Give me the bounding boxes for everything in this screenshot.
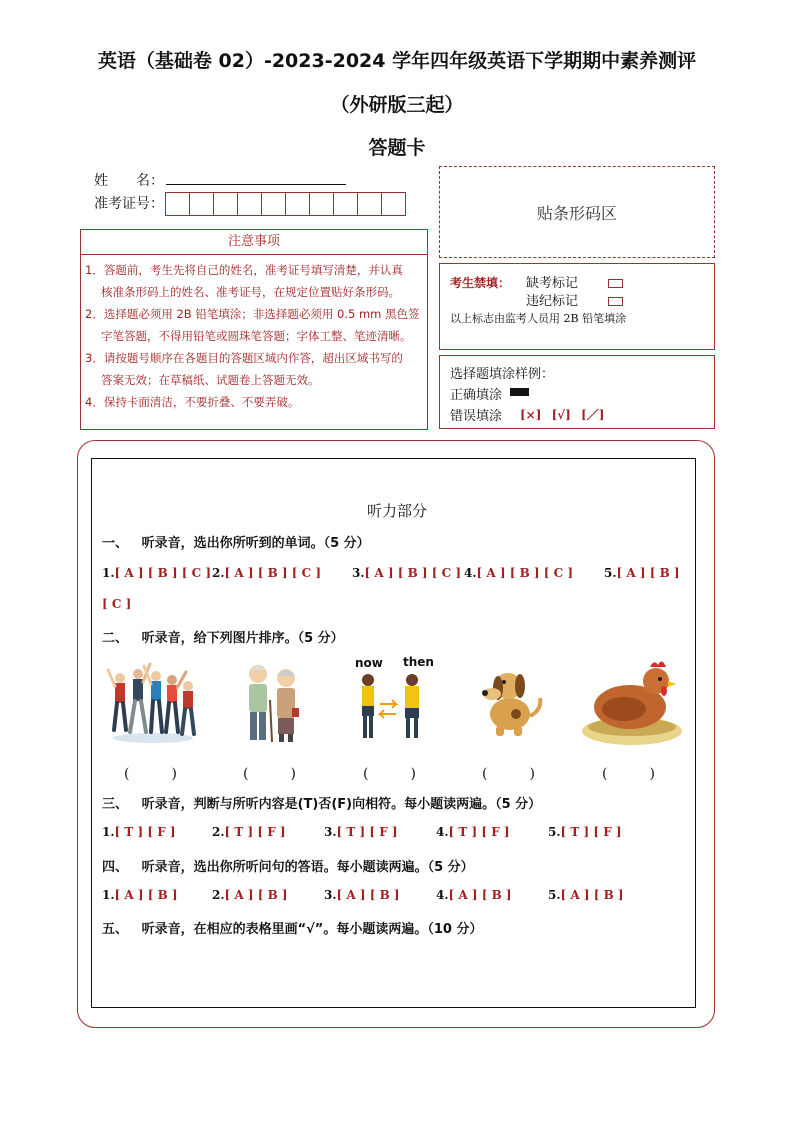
exam-id-label: 准考证号： <box>94 196 164 212</box>
s3-q5[interactable]: 5.[ T ] [ F ] <box>548 825 622 839</box>
now-then-image <box>356 672 426 742</box>
s4-q2[interactable]: 2.[ A ] [ B ] <box>212 888 288 902</box>
exam-id-cell[interactable] <box>381 192 406 216</box>
notice-item: 4．保持卡面清洁，不要折叠、不要弄破。 <box>85 395 300 409</box>
notice-item: 3．请按题号顺序在各题目的答题区域内作答，超出区域书写的 答案无效；在草稿纸、试题卷上答题无效。 <box>85 351 403 387</box>
missing-exam-label: 缺考标记 <box>526 276 579 291</box>
dancing-people-image <box>106 660 200 744</box>
page-subtitle-edition: （外研版三起） <box>330 94 464 116</box>
listening-title: 听力部分 <box>366 502 427 520</box>
exam-id-cells[interactable] <box>166 192 406 216</box>
notice-title: 注意事项 <box>81 230 427 255</box>
exam-id-cell[interactable] <box>189 192 214 216</box>
correct-fill-label: 正确填涂 <box>450 388 503 403</box>
notice-item: 1．答题前，考生先将自己的姓名，准考证号填写清楚，并认真 核准条形码上的姓名、准考证号，在规定位置贴好条形码。 <box>85 263 403 299</box>
s1-q5-option-c[interactable]: [ C ] <box>102 597 132 611</box>
notice-item: 2．选择题必须用 2B 铅笔填涂；非选择题必须用 0.5 mm 黑色签 字笔答题，不得用铅笔或圆珠笔答题；字体工整、笔迹清晰。 <box>85 307 420 343</box>
s3-q2[interactable]: 2.[ T ] [ F ] <box>212 825 286 839</box>
s1-q1[interactable]: 1.[ A ] [ B ] [ C ] <box>102 566 212 580</box>
s1-q2[interactable]: 2.[ A ] [ B ] [ C ] <box>212 566 322 580</box>
barcode-area-label: 贴条形码区 <box>536 203 617 223</box>
s4-q4[interactable]: 4.[ A ] [ B ] <box>436 888 512 902</box>
exam-id-cell[interactable] <box>237 192 262 216</box>
prohibited-note: 以上标志由监考人员用 2B 铅笔填涂 <box>450 312 627 325</box>
wrong-mark-x: [×] <box>520 408 542 422</box>
exam-id-cell[interactable] <box>333 192 358 216</box>
section-2-heading: 二、 听录音，给下列图片排序。（5 分） <box>102 631 344 646</box>
wrong-fill-label: 错误填涂 <box>450 409 503 424</box>
fill-sample-box <box>439 355 715 429</box>
wrong-mark-check: [√] <box>551 408 571 422</box>
exam-id-cell[interactable] <box>213 192 238 216</box>
barcode-area <box>439 166 715 258</box>
violation-mark[interactable] <box>608 291 623 310</box>
dog-image <box>474 664 546 740</box>
exam-id-cell[interactable] <box>309 192 334 216</box>
violation-label: 违纪标记 <box>526 294 579 309</box>
prohibited-label: 考生禁填： <box>450 276 511 290</box>
order-blank-5[interactable]: ( ) <box>602 766 655 782</box>
section-5-heading: 五、 听录音，在相应的表格里画“√”。每小题读两遍。（10 分） <box>102 922 483 937</box>
s1-q3[interactable]: 3.[ A ] [ B ] [ C ] <box>352 566 462 580</box>
correct-fill-sample <box>510 388 529 396</box>
s1-q4[interactable]: 4.[ A ] [ B ] [ C ] <box>464 566 574 580</box>
order-blank-4[interactable]: ( ) <box>482 766 535 782</box>
s4-q3[interactable]: 3.[ A ] [ B ] <box>324 888 400 902</box>
answer-sheet-title: 答题卡 <box>368 137 426 159</box>
name-field[interactable] <box>166 184 346 185</box>
hen-image <box>580 655 684 747</box>
s1-q5[interactable]: 5.[ A ] [ B ] <box>604 566 680 580</box>
then-label: then <box>403 655 434 669</box>
section-4-heading: 四、 听录音，选出你所听问句的答语。每小题读两遍。（5 分） <box>102 860 474 875</box>
name-label: 姓 名： <box>94 173 164 189</box>
s3-q4[interactable]: 4.[ T ] [ F ] <box>436 825 510 839</box>
section-1-heading: 一、 听录音，选出你所听到的单词。（5 分） <box>102 536 370 551</box>
section-3-heading: 三、 听录音，判断与所听内容是(T)否(F)向相符。每小题读两遍。（5 分） <box>102 797 542 812</box>
order-blank-2[interactable]: ( ) <box>243 766 296 782</box>
exam-id-cell[interactable] <box>261 192 286 216</box>
exam-id-cell[interactable] <box>285 192 310 216</box>
elderly-couple-image <box>240 660 304 746</box>
examinee-prohibited-box <box>439 263 715 350</box>
fill-sample-title: 选择题填涂样例： <box>450 367 555 382</box>
order-blank-1[interactable]: ( ) <box>124 766 177 782</box>
exam-id-cell[interactable] <box>165 192 190 216</box>
page-title: 英语（基础卷 02）-2023-2024 学年四年级英语下学期期中素养测评 <box>97 50 697 72</box>
s3-q1[interactable]: 1.[ T ] [ F ] <box>102 825 176 839</box>
order-blank-3[interactable]: ( ) <box>363 766 416 782</box>
exam-id-cell[interactable] <box>357 192 382 216</box>
s4-q5[interactable]: 5.[ A ] [ B ] <box>548 888 624 902</box>
now-label: now <box>355 656 383 670</box>
notice-box <box>80 229 428 430</box>
wrong-fill-samples <box>520 406 604 423</box>
s4-q1[interactable]: 1.[ A ] [ B ] <box>102 888 178 902</box>
s3-q3[interactable]: 3.[ T ] [ F ] <box>324 825 398 839</box>
wrong-mark-slash: [／] <box>581 408 605 422</box>
missing-exam-mark[interactable] <box>608 273 623 292</box>
